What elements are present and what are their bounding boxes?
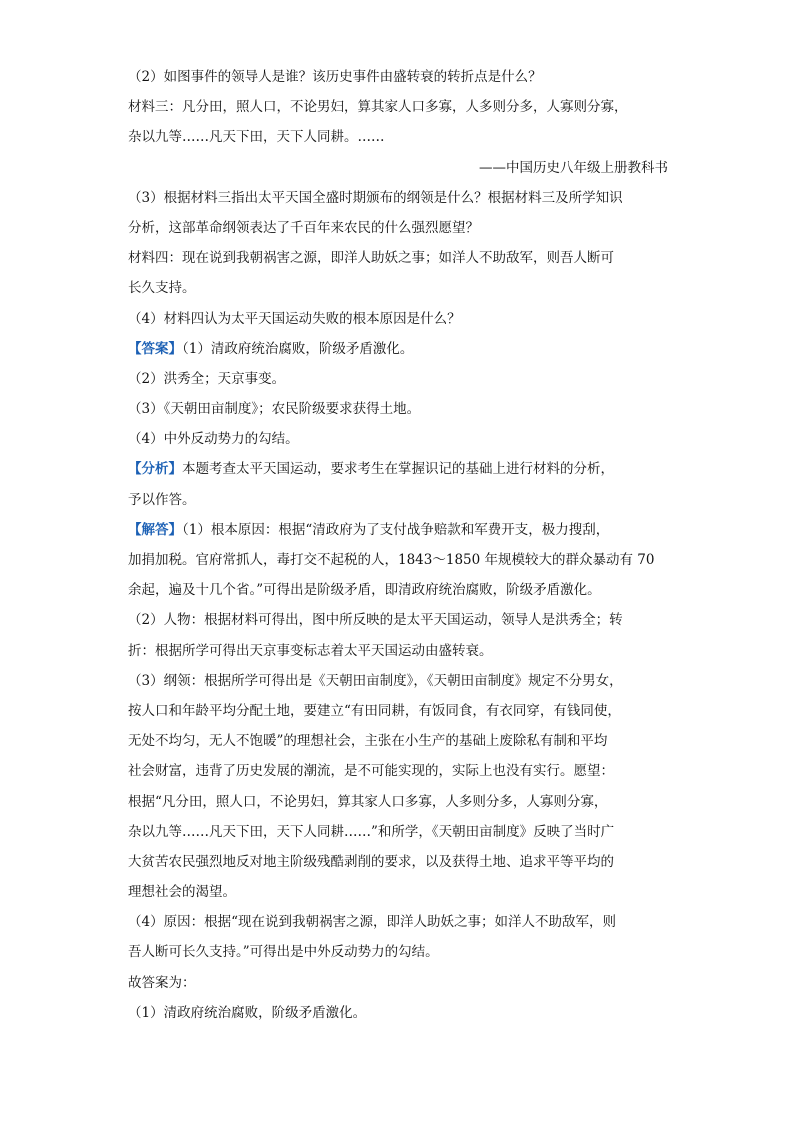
answer-tag: 【答案】	[128, 340, 182, 357]
analysis-line-2: 予以作答。	[128, 491, 196, 508]
solution-line-12: 大贫苦农民强烈地反对地主阶级残酷剥削的要求，以及获得土地、追求平等平均的	[128, 853, 614, 870]
solution-line-10: 根据“凡分田，照人口，不论男妇，算其家人口多寡，人多则分多，人寡则分寡，	[128, 793, 608, 810]
final-answer-heading: 故答案为：	[128, 974, 196, 991]
material-3-line-2: 杂以九等……凡天下田，天下人同耕。……	[128, 129, 385, 146]
solution-line-11: 杂以九等……凡天下田，天下人同耕……”和所学，《天朝田亩制度》反映了当时广	[128, 823, 615, 840]
material-4-line-2: 长久支持。	[128, 280, 196, 297]
solution-text-1: （1）根本原因：根据“清政府为了支付战争赔款和军费开支，极力搜刮，	[182, 521, 610, 538]
solution-line-7: 按人口和年龄平均分配土地，要建立“有田同耕，有饭同食，有衣同穿，有钱同使，	[128, 702, 621, 719]
solution-line-13: 理想社会的渴望。	[128, 884, 236, 901]
answer-line-2: （2）洪秀全；天京事变。	[128, 370, 286, 387]
document-body	[128, 62, 668, 1028]
question-3-line-1: （3）根据材料三指出太平天国全盛时期颁布的纲领是什么？根据材料三及所学知识	[128, 189, 623, 206]
question-3-line-2: 分析，这部革命纲领表达了千百年来农民的什么强烈愿望？	[128, 219, 479, 236]
solution-line-6: （3）纲领：根据所学可得出是《天朝田亩制度》，《天朝田亩制度》规定不分男女，	[128, 672, 623, 689]
analysis-tag: 【分析】	[128, 461, 182, 478]
answer-line-1	[128, 334, 668, 364]
answer-text-1: （1）清政府统治腐败，阶级矛盾激化。	[182, 340, 414, 357]
solution-line-5: 折：根据所学可得出天京事变标志着太平天国运动由盛转衰。	[128, 642, 493, 659]
solution-line-3: 余起，遍及十几个省。”可得出是阶级矛盾，即清政府统治腐败，阶级矛盾激化。	[128, 582, 601, 599]
solution-line-14: （4）原因：根据“现在说到我朝祸害之源，即洋人助妖之事；如洋人不助敌军，则	[128, 914, 616, 931]
solution-line-2: 加捐加税。官府常抓人，毒打交不起税的人，1843～1850 年规模较大的群众暴动有 70	[128, 552, 655, 568]
analysis-text-1: 本题考查太平天国运动，要求考生在掌握识记的基础上进行材料的分析，	[182, 461, 614, 478]
answer-line-4: （4）中外反动势力的勾结。	[128, 431, 299, 448]
final-answer-line-1: （1）清政府统治腐败，阶级矛盾激化。	[128, 1004, 367, 1021]
material-3-source: ——中国历史八年级上册教科书	[479, 159, 668, 176]
solution-line-9: 社会财富，违背了历史发展的潮流，是不可能实现的，实际上也没有实行。愿望：	[128, 763, 614, 780]
solution-line-1	[128, 515, 668, 545]
answer-line-3: （3）《天朝田亩制度》；农民阶级要求获得土地。	[128, 401, 421, 418]
solution-tag: 【解答】	[128, 521, 182, 538]
material-3-line-1: 材料三：凡分田，照人口，不论男妇，算其家人口多寡，人多则分多，人寡则分寡，	[128, 99, 628, 116]
solution-line-8: 无处不均匀，无人不饱暖”的理想社会，主张在小生产的基础上废除私有制和平均	[128, 733, 608, 750]
question-4: （4）材料四认为太平天国运动失败的根本原因是什么？	[128, 310, 461, 327]
solution-line-15: 吾人断可长久支持。”可得出是中外反动势力的勾结。	[128, 944, 439, 961]
solution-line-4: （2）人物：根据材料可得出，图中所反映的是太平天国运动，领导人是洪秀全；转	[128, 612, 623, 629]
question-2: （2）如图事件的领导人是谁？该历史事件由盛转衰的转折点是什么？	[128, 69, 542, 85]
analysis-line-1	[128, 454, 668, 484]
material-4-line-1: 材料四：现在说到我朝祸害之源，即洋人助妖之事；如洋人不助敌军，则吾人断可	[128, 250, 614, 267]
